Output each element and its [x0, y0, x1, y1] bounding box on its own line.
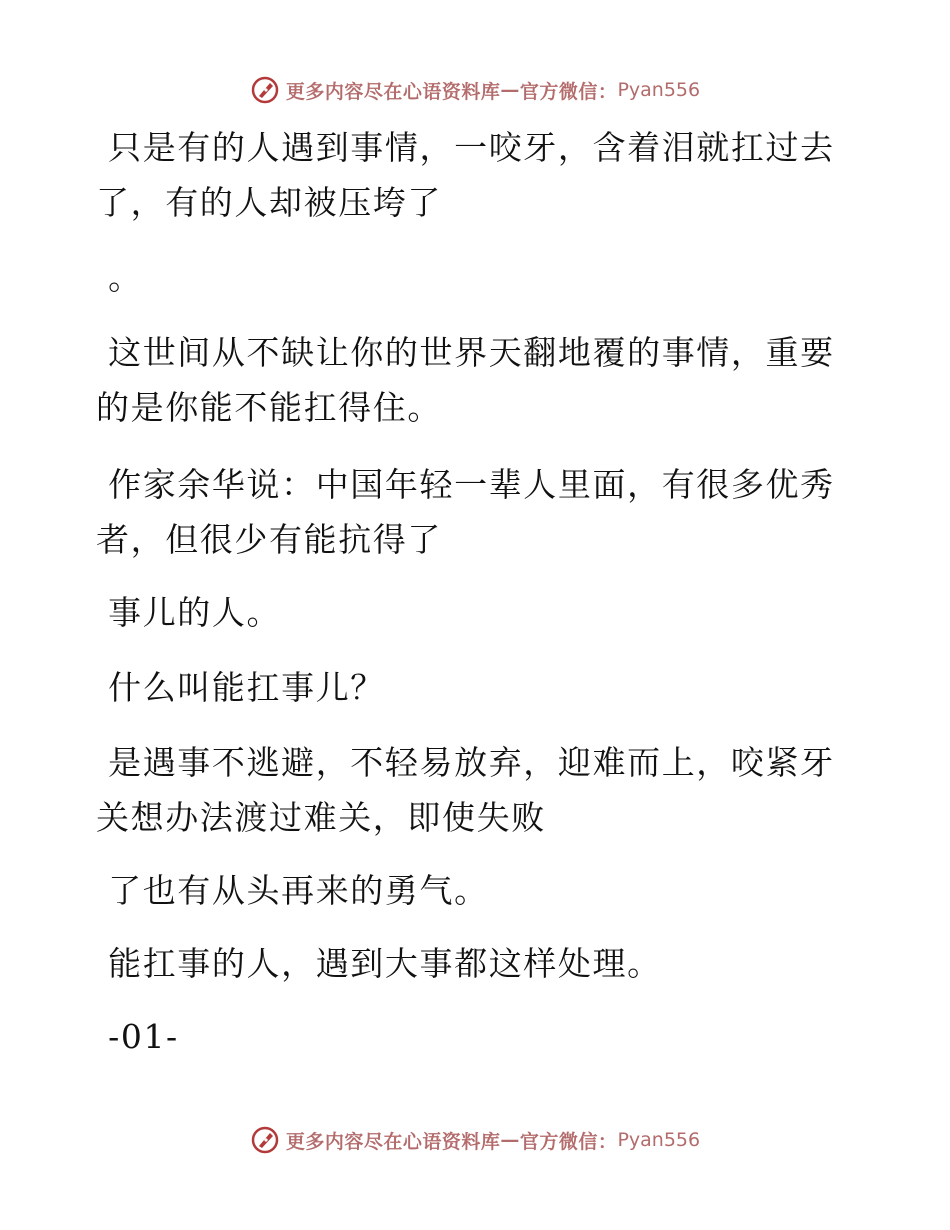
paragraph: 事儿的人。	[96, 593, 282, 632]
footer-banner-dash: —	[500, 1129, 520, 1151]
header-banner-contact-id: Pyan556	[617, 79, 701, 101]
paragraph: 是遇事不逃避，不轻易放弃，迎难而上，咬紧牙关想办法渡过难关，即使失败	[96, 743, 835, 837]
header-banner-text: 更多内容尽在心语资料库	[285, 80, 501, 103]
paragraph: 这世间从不缺让你的世界天翻地覆的事情，重要的是你能不能扛得住。	[96, 333, 835, 427]
footer-banner-contact-label: 官方微信：	[519, 1130, 618, 1153]
pen-nib-logo-icon	[250, 1125, 280, 1155]
paragraph: 。	[96, 258, 143, 297]
footer-banner	[0, 1120, 950, 1160]
document-body	[96, 120, 836, 1064]
paragraph: 能扛事的人，遇到大事都这样处理。	[96, 944, 662, 983]
header-banner	[0, 70, 950, 110]
header-banner-contact-label: 官方微信：	[519, 80, 618, 103]
paragraph: 只是有的人遇到事情，一咬牙，含着泪就扛过去了，有的人却被压垮了	[96, 128, 835, 222]
header-banner-dash: —	[500, 79, 520, 101]
footer-banner-contact-id: Pyan556	[617, 1129, 701, 1151]
pen-nib-logo-icon	[250, 75, 280, 105]
section-number: -01-	[96, 1017, 179, 1056]
paragraph: 什么叫能扛事儿？	[96, 668, 385, 707]
footer-banner-text: 更多内容尽在心语资料库	[285, 1130, 501, 1153]
paragraph: 作家余华说：中国年轻一辈人里面，有很多优秀者，但很少有能抗得了	[96, 465, 835, 559]
paragraph: 了也有从头再来的勇气。	[96, 871, 489, 910]
